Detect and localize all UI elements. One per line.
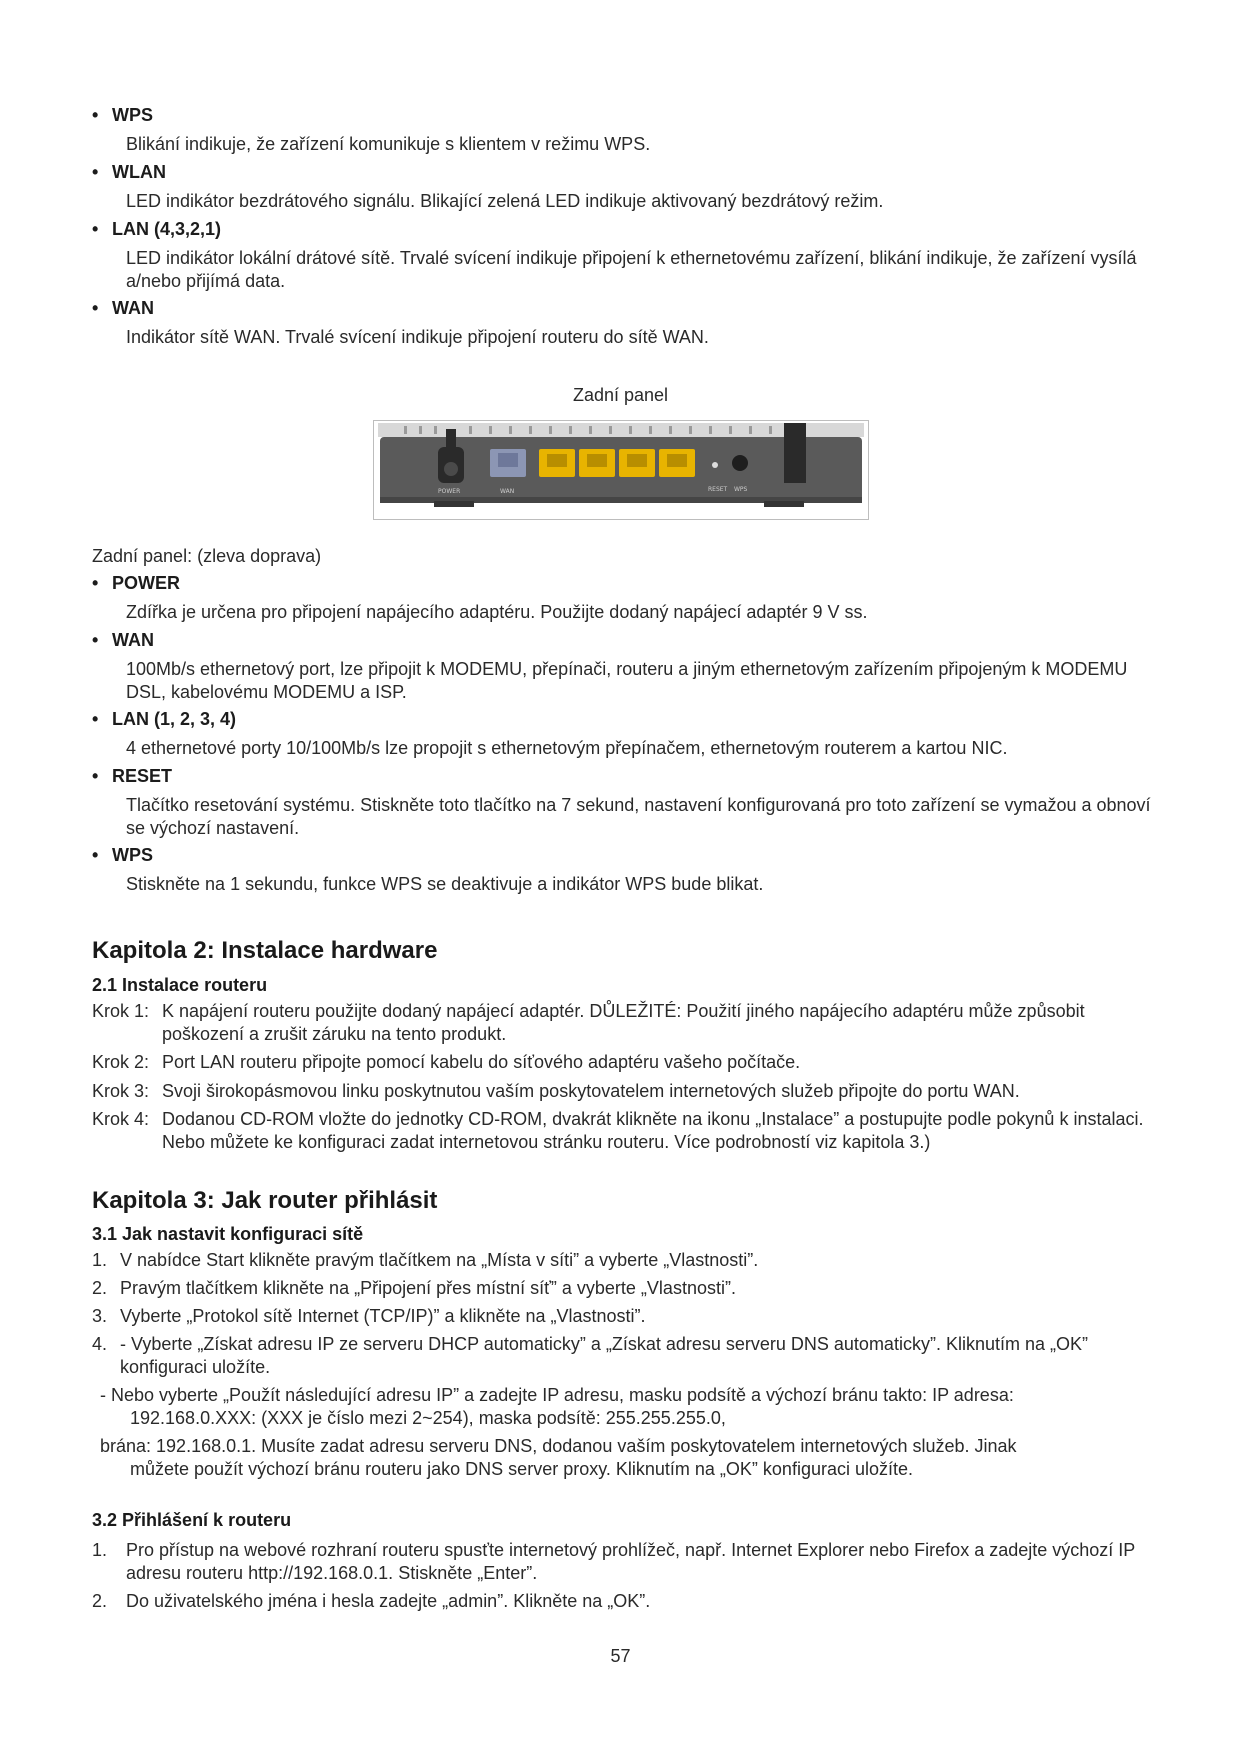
bullet-desc: LED indikátor bezdrátového signálu. Blikající zelená LED indikuje aktivovaný bezdrátový režim. — [126, 191, 884, 211]
bullet-wps-button — [92, 845, 153, 866]
bullet-desc: Indikátor sítě WAN. Trvalé svícení indikuje připojení routeru do sítě WAN. — [126, 327, 709, 347]
bullet-wan-port — [92, 630, 154, 651]
item-text: - Vyberte „Získat adresu IP ze serveru DHCP automaticky” a „Získat adresu serveru DNS automaticky”. Kliknutím na „OK” konfiguraci uložíte. — [120, 1334, 1088, 1377]
chapter3-subtitle-2: 3.2 Přihlášení k routeru — [92, 1510, 292, 1530]
wan-port-socket — [498, 453, 518, 467]
config-item — [92, 1249, 1162, 1272]
chapter2-title: Kapitola 2: Instalace hardware — [92, 937, 438, 964]
page-number: 57 — [610, 1646, 631, 1666]
bullet-wan-led — [92, 298, 154, 319]
bullet-dot: • — [92, 219, 99, 239]
bullet-title: LAN (4,3,2,1) — [112, 219, 222, 239]
foot-right — [764, 501, 804, 507]
item-text: Pro přístup na webové rozhraní routeru spusťte internetový prohlížeč, např. Internet Explorer nebo Firefox a zadejte výchozí IP adresu routeru http://192.168.0.1. Stiskněte „Enter”. — [126, 1540, 1135, 1583]
router-back-panel-drawing — [374, 421, 868, 519]
bullet-desc: Tlačítko resetování systému. Stiskněte toto tlačítko na 7 sekund, nastavení konfigurovaná pro toto zařízení se vymažou a obnoví se výchozí nastavení. — [126, 795, 1151, 838]
login-item — [92, 1590, 1162, 1613]
item-text: Vyberte „Protokol sítě Internet (TCP/IP)” a klikněte na „Vlastnosti”. — [120, 1306, 646, 1326]
router-back-panel-image — [373, 420, 869, 520]
item-number: 3. — [92, 1306, 108, 1326]
step-text: K napájení routeru použijte dodaný napájecí adaptér. DŮLEŽITÉ: Použití jiného napájecího adaptéru může způsobit poškození a zrušit záruku na tento produkt. — [162, 1001, 1085, 1044]
bullet-title: LAN (1, 2, 3, 4) — [112, 709, 237, 729]
item-text: Pravým tlačítkem klikněte na „Připojení přes místní síť” a vyberte „Vlastnosti”. — [120, 1278, 736, 1298]
bullet-title: POWER — [112, 573, 181, 593]
step-label: Krok 4: — [92, 1109, 150, 1129]
antenna-right — [784, 423, 806, 483]
step-text: Port LAN routeru připojte pomocí kabelu do síťového adaptéru vašeho počítače. — [162, 1052, 801, 1072]
bullet-dot: • — [92, 573, 99, 593]
install-step — [92, 1108, 1162, 1154]
bullet-lan-ports — [92, 709, 236, 730]
item-number: 4. — [92, 1334, 108, 1354]
bullet-desc: Blikání indikuje, že zařízení komunikuje s klientem v režimu WPS. — [126, 134, 651, 154]
paragraph-line: 192.168.0.XXX: (XXX je číslo mezi 2~254), maska podsítě: 255.255.255.0, — [130, 1408, 726, 1428]
bullet-wlan-led — [92, 162, 166, 183]
bullet-dot: • — [92, 766, 99, 786]
wps-button — [732, 455, 748, 471]
label-reset: RESET — [708, 486, 728, 493]
bullet-title: RESET — [112, 766, 173, 786]
label-wps: WPS — [734, 486, 748, 493]
bullet-desc: Zdířka je určena pro připojení napájecího adaptéru. Použijte dodaný napájecí adaptér 9 V ss. — [126, 602, 868, 622]
bullet-wps-led — [92, 105, 153, 126]
chapter3-subtitle-1: 3.1 Jak nastavit konfiguraci sítě — [92, 1224, 364, 1244]
step-label: Krok 2: — [92, 1052, 150, 1072]
chapter3-title: Kapitola 3: Jak router přihlásit — [92, 1187, 438, 1214]
bullet-reset — [92, 766, 172, 787]
paragraph-line: - Nebo vyberte „Použít následující adresu IP” a zadejte IP adresu, masku podsítě a výchozí bránu takto: IP adresa: — [100, 1385, 1014, 1405]
paragraph-line: brána: 192.168.0.1. Musíte zadat adresu serveru DNS, dodanou vaším poskytovatelem internetových služeb. Jinak — [100, 1436, 1017, 1456]
bullet-desc: LED indikátor lokální drátové sítě. Trvalé svícení indikuje připojení k ethernetovému zařízení, blikání indikuje, že zařízení vysílá a/nebo přijímá data. — [126, 248, 1137, 291]
bullet-power — [92, 573, 180, 594]
reset-button — [712, 462, 718, 468]
lan-port-2-socket — [587, 454, 607, 467]
chapter2-subtitle: 2.1 Instalace routeru — [92, 975, 268, 995]
bullet-title: WAN — [112, 298, 154, 318]
bullet-title: WLAN — [112, 162, 166, 182]
lan-port-1-socket — [547, 454, 567, 467]
step-text: Dodanou CD-ROM vložte do jednotky CD-ROM, dvakrát klikněte na ikonu „Instalace” a postupujte podle pokynů k instalaci. Nebo můžete ke konfiguraci zadat internetovou stránku routeru. Více podrobností viz kapitola 3.) — [162, 1109, 1144, 1152]
lan-port-3-socket — [627, 454, 647, 467]
item-text: Do uživatelského jména i hesla zadejte „admin”. Klikněte na „OK”. — [126, 1591, 651, 1611]
bullet-dot: • — [92, 105, 99, 125]
bullet-title: WPS — [112, 105, 154, 125]
step-label: Krok 1: — [92, 1001, 150, 1021]
item-number: 1. — [92, 1540, 108, 1560]
item-number: 2. — [92, 1278, 108, 1298]
config-item — [92, 1277, 1162, 1300]
bullet-dot: • — [92, 845, 99, 865]
bullet-title: WAN — [112, 630, 154, 650]
item-number: 1. — [92, 1250, 108, 1270]
item-number: 2. — [92, 1591, 108, 1611]
install-step — [92, 1000, 1162, 1046]
item-text: V nabídce Start klikněte pravým tlačítkem na „Místa v síti” a vyberte „Vlastnosti”. — [120, 1250, 759, 1270]
config-item — [92, 1333, 1162, 1379]
bullet-dot: • — [92, 709, 99, 729]
config-item — [92, 1305, 1162, 1328]
bullet-dot: • — [92, 162, 99, 182]
back-panel-intro: Zadní panel: (zleva doprava) — [92, 546, 322, 566]
step-text: Svoji širokopásmovou linku poskytnutou vaším poskytovatelem internetových služeb připojte do portu WAN. — [162, 1081, 1020, 1101]
bullet-title: WPS — [112, 845, 154, 865]
dns-paragraph — [100, 1435, 1170, 1481]
bullet-desc: Stiskněte na 1 sekundu, funkce WPS se deaktivuje a indikátor WPS bude blikat. — [126, 874, 764, 894]
bullet-dot: • — [92, 630, 99, 650]
install-step — [92, 1080, 1162, 1103]
bullet-lan-led — [92, 219, 221, 240]
label-power: POWER — [438, 488, 461, 495]
foot-left — [434, 501, 474, 507]
step-label: Krok 3: — [92, 1081, 150, 1101]
paragraph-line: můžete použít výchozí bránu routeru jako DNS server proxy. Kliknutím na „OK” konfiguraci uložíte. — [130, 1459, 913, 1479]
bullet-desc: 4 ethernetové porty 10/100Mb/s lze propojit s ethernetovým přepínačem, ethernetovým routerem a kartou NIC. — [126, 738, 1008, 758]
static-ip-paragraph — [100, 1384, 1170, 1430]
lan-port-4-socket — [667, 454, 687, 467]
power-jack-hole — [444, 462, 458, 476]
figure-caption: Zadní panel — [572, 385, 669, 405]
login-item — [92, 1539, 1162, 1585]
bullet-dot: • — [92, 298, 99, 318]
bullet-desc: 100Mb/s ethernetový port, lze připojit k MODEMU, přepínači, routeru a jiným ethernetovým zařízením připojeným k MODEMU DSL, kabelovému MODEMU a ISP. — [126, 659, 1128, 702]
label-wan: WAN — [500, 488, 515, 495]
install-step — [92, 1051, 1162, 1074]
